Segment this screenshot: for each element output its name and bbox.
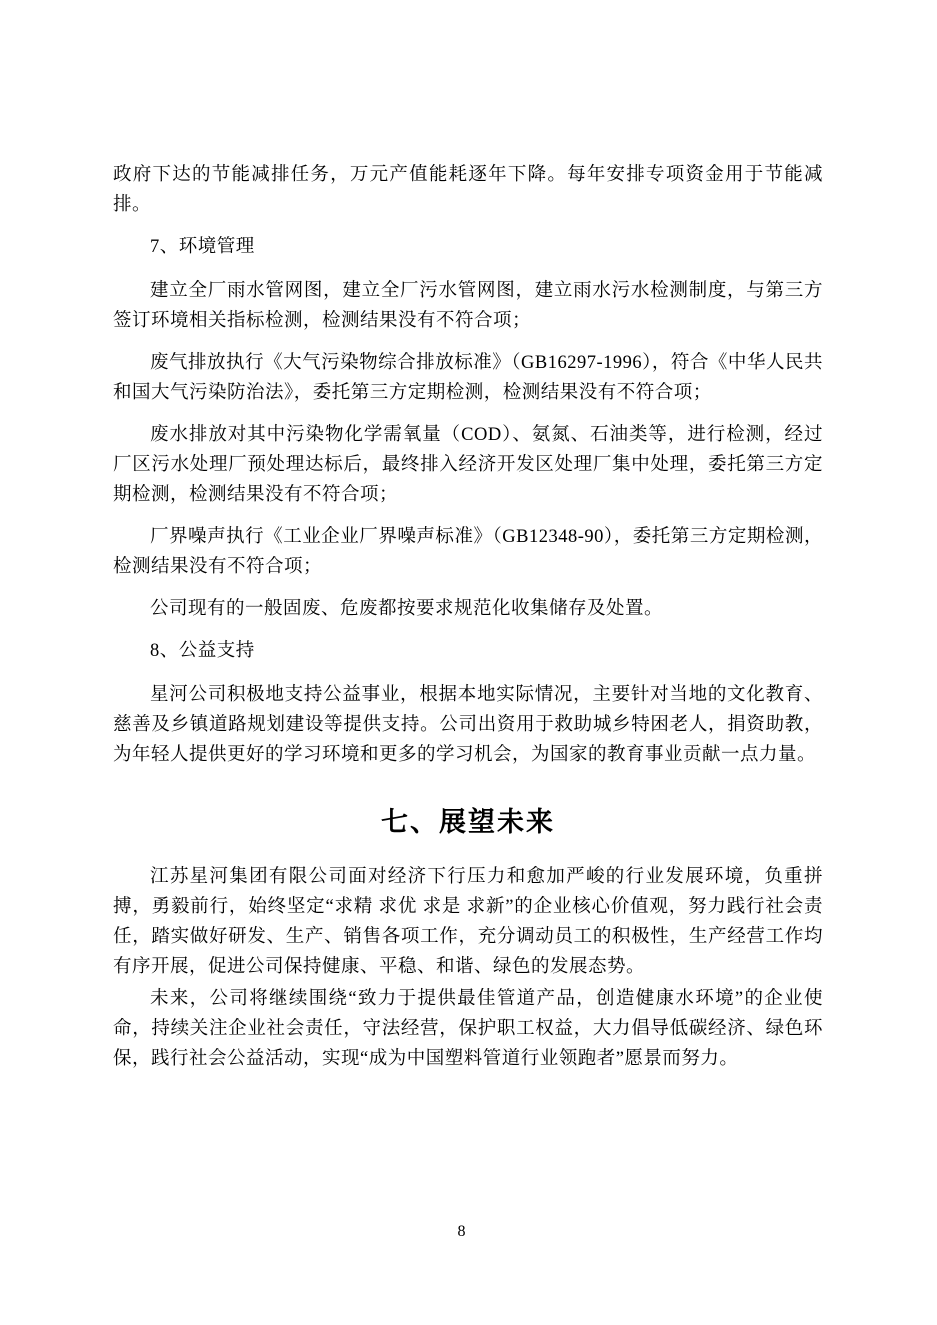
para-exhaust-gas: 废气排放执行《大气污染物综合排放标准》（GB16297-1996），符合《中华人民共和国大气污染防治法》，委托第三方定期检测，检测结果没有不符合项；	[113, 353, 823, 403]
para-future-mission: 未来，公司将继续围绕“致力于提供最佳管道产品，创造健康水环境”的企业使命，持续关注企业社会责任，守法经营，保护职工权益，大力倡导低碳经济、绿色环保，践行社会公益活动，实现“成为中国塑料管道行业领跑者”愿景而努力。	[113, 989, 823, 1069]
para-factory-noise: 厂界噪声执行《工业企业厂界噪声标准》（GB12348-90），委托第三方定期检测，检测结果没有不符合项；	[113, 527, 823, 577]
para-charity: 星河公司积极地支持公益事业，根据本地实际情况，主要针对当地的文化教育、慈善及乡镇道路规划建设等提供支持。公司出资用于救助城乡特困老人，捐资助教，为年轻人提供更好的学习环境和更多的学习机会，为国家的教育事业贡献一点力量。	[113, 685, 823, 765]
subheading-public-welfare: 8、公益支持	[150, 641, 255, 661]
para-wastewater: 废水排放对其中污染物化学需氧量（COD）、氨氮、石油类等，进行检测，经过厂区污水处理厂预处理达标后，最终排入经济开发区处理厂集中处理，委托第三方定期检测，检测结果没有不符合项；	[113, 425, 823, 505]
para-pipe-network: 建立全厂雨水管网图，建立全厂污水管网图，建立雨水污水检测制度，与第三方签订环境相关指标检测，检测结果没有不符合项；	[113, 281, 823, 331]
para-energy-saving: 政府下达的节能减排任务，万元产值能耗逐年下降。每年安排专项资金用于节能减排。	[113, 165, 823, 215]
page-number: 8	[457, 1223, 466, 1240]
subheading-environment-management: 7、环境管理	[150, 237, 255, 257]
page-content	[113, 160, 823, 1086]
heading-future-outlook: 七、展望未来	[381, 807, 555, 837]
para-group-values: 江苏星河集团有限公司面对经济下行压力和愈加严峻的行业发展环境，负重拼搏，勇毅前行，始终坚定“求精 求优 求是 求新”的企业核心价值观，努力践行社会责任，踏实做好研发、生产、销售各项工作，充分调动员工的积极性，生产经营工作均有序开展，促进公司保持健康、平稳、和谐、绿色的发展态势。	[113, 867, 823, 977]
para-solid-waste: 公司现有的一般固废、危废都按要求规范化收集储存及处置。	[150, 599, 664, 619]
